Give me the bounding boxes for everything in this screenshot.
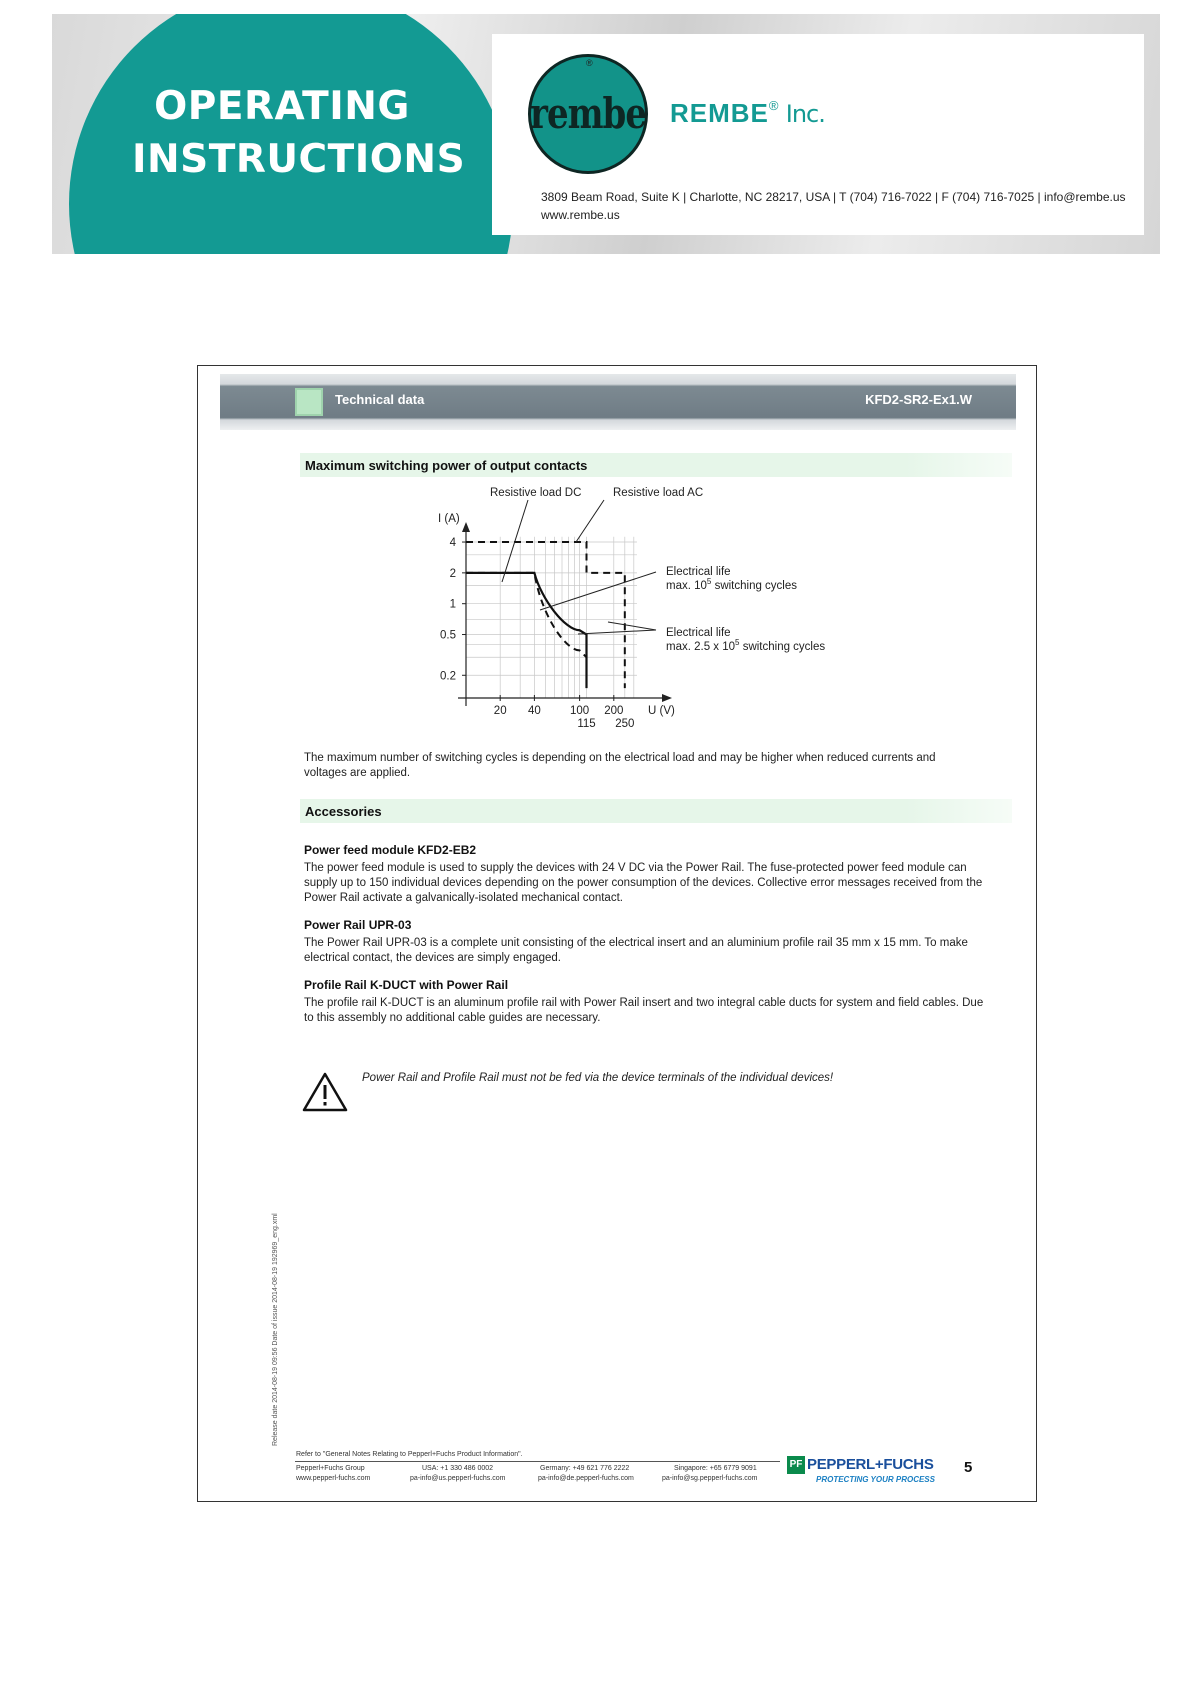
accessory-title-k-duct: Profile Rail K-DUCT with Power Rail	[304, 978, 509, 992]
footer-reference: Refer to "General Notes Relating to Pepperl+Fuchs Product Information".	[296, 1451, 523, 1458]
x-tick-label: 40	[527, 705, 541, 717]
x-tick-labels	[494, 695, 635, 730]
life2-exponent: 5	[735, 638, 740, 647]
life2-text-tail: switching cycles	[739, 641, 826, 653]
company-address	[541, 188, 1126, 224]
y-tick-label: 1	[449, 598, 456, 611]
life1-annotation-line1: Electrical life	[666, 566, 731, 578]
footer-text: USA: +1 330 486 0002	[422, 1465, 494, 1472]
x-tick-label-secondary: 250	[615, 718, 635, 730]
footer-contact-germany	[538, 1464, 634, 1484]
page-number: 5	[964, 1459, 973, 1476]
footer-text: Singapore: +65 6779 9091	[674, 1465, 757, 1472]
y-axis-arrow	[462, 522, 470, 532]
accessory-text-k-duct: The profile rail K-DUCT is an aluminum profile rail with Power Rail insert and two integral cable ducts for system and field cables. Due to this assembly no additional cable guides are necessary.	[304, 997, 984, 1024]
company-name	[670, 98, 825, 129]
dc-leader-line	[502, 500, 528, 582]
life2-annotation-line1: Electrical life	[666, 627, 731, 639]
footer-contact-singapore	[662, 1464, 757, 1484]
pepperl-fuchs-brand: PEPPERL+FUCHS	[807, 1456, 934, 1473]
company-name-text: REMBE	[670, 98, 769, 128]
life1-text: max. 10	[666, 580, 707, 592]
life1-exponent: 5	[706, 577, 712, 586]
accessory-text-upr-03: The Power Rail UPR-03 is a complete unit consisting of the electrical insert and an aluminium profile rail 35 mm x 15 mm. To make electrical contact, the devices are simply engaged.	[304, 937, 968, 964]
x-axis-arrow	[662, 694, 672, 702]
y-axis-label: I (A)	[438, 513, 460, 525]
footer-text: pa-info@de.pepperl-fuchs.com	[538, 1475, 634, 1482]
x-axis-label: U (V)	[648, 705, 675, 717]
life2-leader-a	[608, 622, 656, 630]
footer-divider	[295, 1461, 780, 1462]
datasheet-header	[220, 374, 1016, 430]
banner-title-line1: OPERATING	[154, 84, 410, 129]
logo-registered-mark: ®	[586, 58, 593, 68]
x-tick-label: 200	[604, 705, 624, 717]
rembe-logo	[528, 54, 648, 174]
datasheet-page	[197, 365, 1037, 1502]
y-tick-label: 0.2	[440, 670, 456, 683]
address-line: 3809 Beam Road, Suite K | Charlotte, NC 28217, USA | T (704) 716-7022 | F (704) 716-7025 | info@rembe.us	[541, 190, 1126, 204]
release-info-vertical: Release date 2014-08-19 09:56 Date of issue 2014-08-19 192969_eng.xml	[272, 1213, 279, 1446]
footer-text: Germany: +49 621 776 2222	[540, 1465, 630, 1472]
life2-text: max. 2.5 x 10	[666, 641, 736, 653]
header-product-code: KFD2-SR2-Ex1.W	[865, 392, 972, 407]
ac-annotation: Resistive load AC	[613, 487, 704, 499]
footer-text: Pepperl+Fuchs Group	[296, 1465, 365, 1472]
life2-annotation-line2	[666, 638, 825, 653]
y-tick-label: 0.5	[440, 629, 456, 642]
y-tick-label: 4	[449, 537, 456, 550]
footer-contact-usa	[410, 1464, 505, 1484]
switching-power-chart	[428, 484, 848, 744]
dc-annotation: Resistive load DC	[490, 487, 582, 499]
section-title: Accessories	[305, 804, 382, 819]
warning-text: Power Rail and Profile Rail must not be fed via the device terminals of the individual devices!	[362, 1072, 834, 1084]
banner-title	[132, 80, 466, 186]
footer-contact-group	[296, 1464, 370, 1484]
life1-annotation-line2	[666, 577, 797, 592]
section-title: Maximum switching power of output contacts	[305, 458, 588, 473]
footer-text: www.pepperl-fuchs.com	[296, 1475, 371, 1482]
chart-grid	[466, 537, 637, 698]
footer-text: pa-info@sg.pepperl-fuchs.com	[662, 1475, 758, 1482]
company-registered-mark: ®	[768, 98, 779, 113]
life1-leader-line	[540, 572, 656, 610]
ac-leader-line	[576, 500, 604, 542]
chart-note: The maximum number of switching cycles is depending on the electrical load and may be higher when reduced currents and voltages are applied.	[304, 752, 936, 779]
life2-leader-b	[578, 630, 656, 634]
logo-text: rembe	[530, 89, 646, 139]
x-tick-label-secondary: 115	[577, 718, 596, 730]
website-line: www.rembe.us	[541, 208, 620, 222]
warning-icon	[302, 1072, 348, 1112]
pepperl-fuchs-logo-icon: PF	[787, 1456, 805, 1474]
accessory-text-kfd2-eb2: The power feed module is used to supply the devices with 24 V DC via the Power Rail. The fuse-protected power feed module can supply up to 150 individual devices depending on the power consumption of the devices. Collective error messages received from the Power Rail activate a galvanically-isolated mechanical contact.	[304, 862, 983, 904]
accessory-title-upr-03: Power Rail UPR-03	[304, 918, 412, 932]
life1-text-tail: switching cycles	[711, 580, 798, 592]
company-suffix: Inc.	[785, 100, 825, 128]
y-tick-labels	[440, 537, 466, 682]
footer-text: pa-info@us.pepperl-fuchs.com	[410, 1475, 506, 1482]
section-bar-accessories	[300, 799, 1012, 823]
x-tick-label: 20	[493, 705, 507, 717]
header-square-icon	[295, 388, 323, 416]
banner-title-line2: INSTRUCTIONS	[132, 137, 466, 182]
x-tick-label: 100	[570, 705, 590, 717]
accessory-title-kfd2-eb2: Power feed module KFD2-EB2	[304, 843, 477, 857]
header-banner	[52, 14, 1160, 254]
y-tick-label: 2	[449, 567, 456, 580]
header-title: Technical data	[335, 392, 425, 407]
section-bar-switching-power	[300, 453, 1012, 477]
pepperl-fuchs-slogan: PROTECTING YOUR PROCESS	[816, 1475, 935, 1484]
